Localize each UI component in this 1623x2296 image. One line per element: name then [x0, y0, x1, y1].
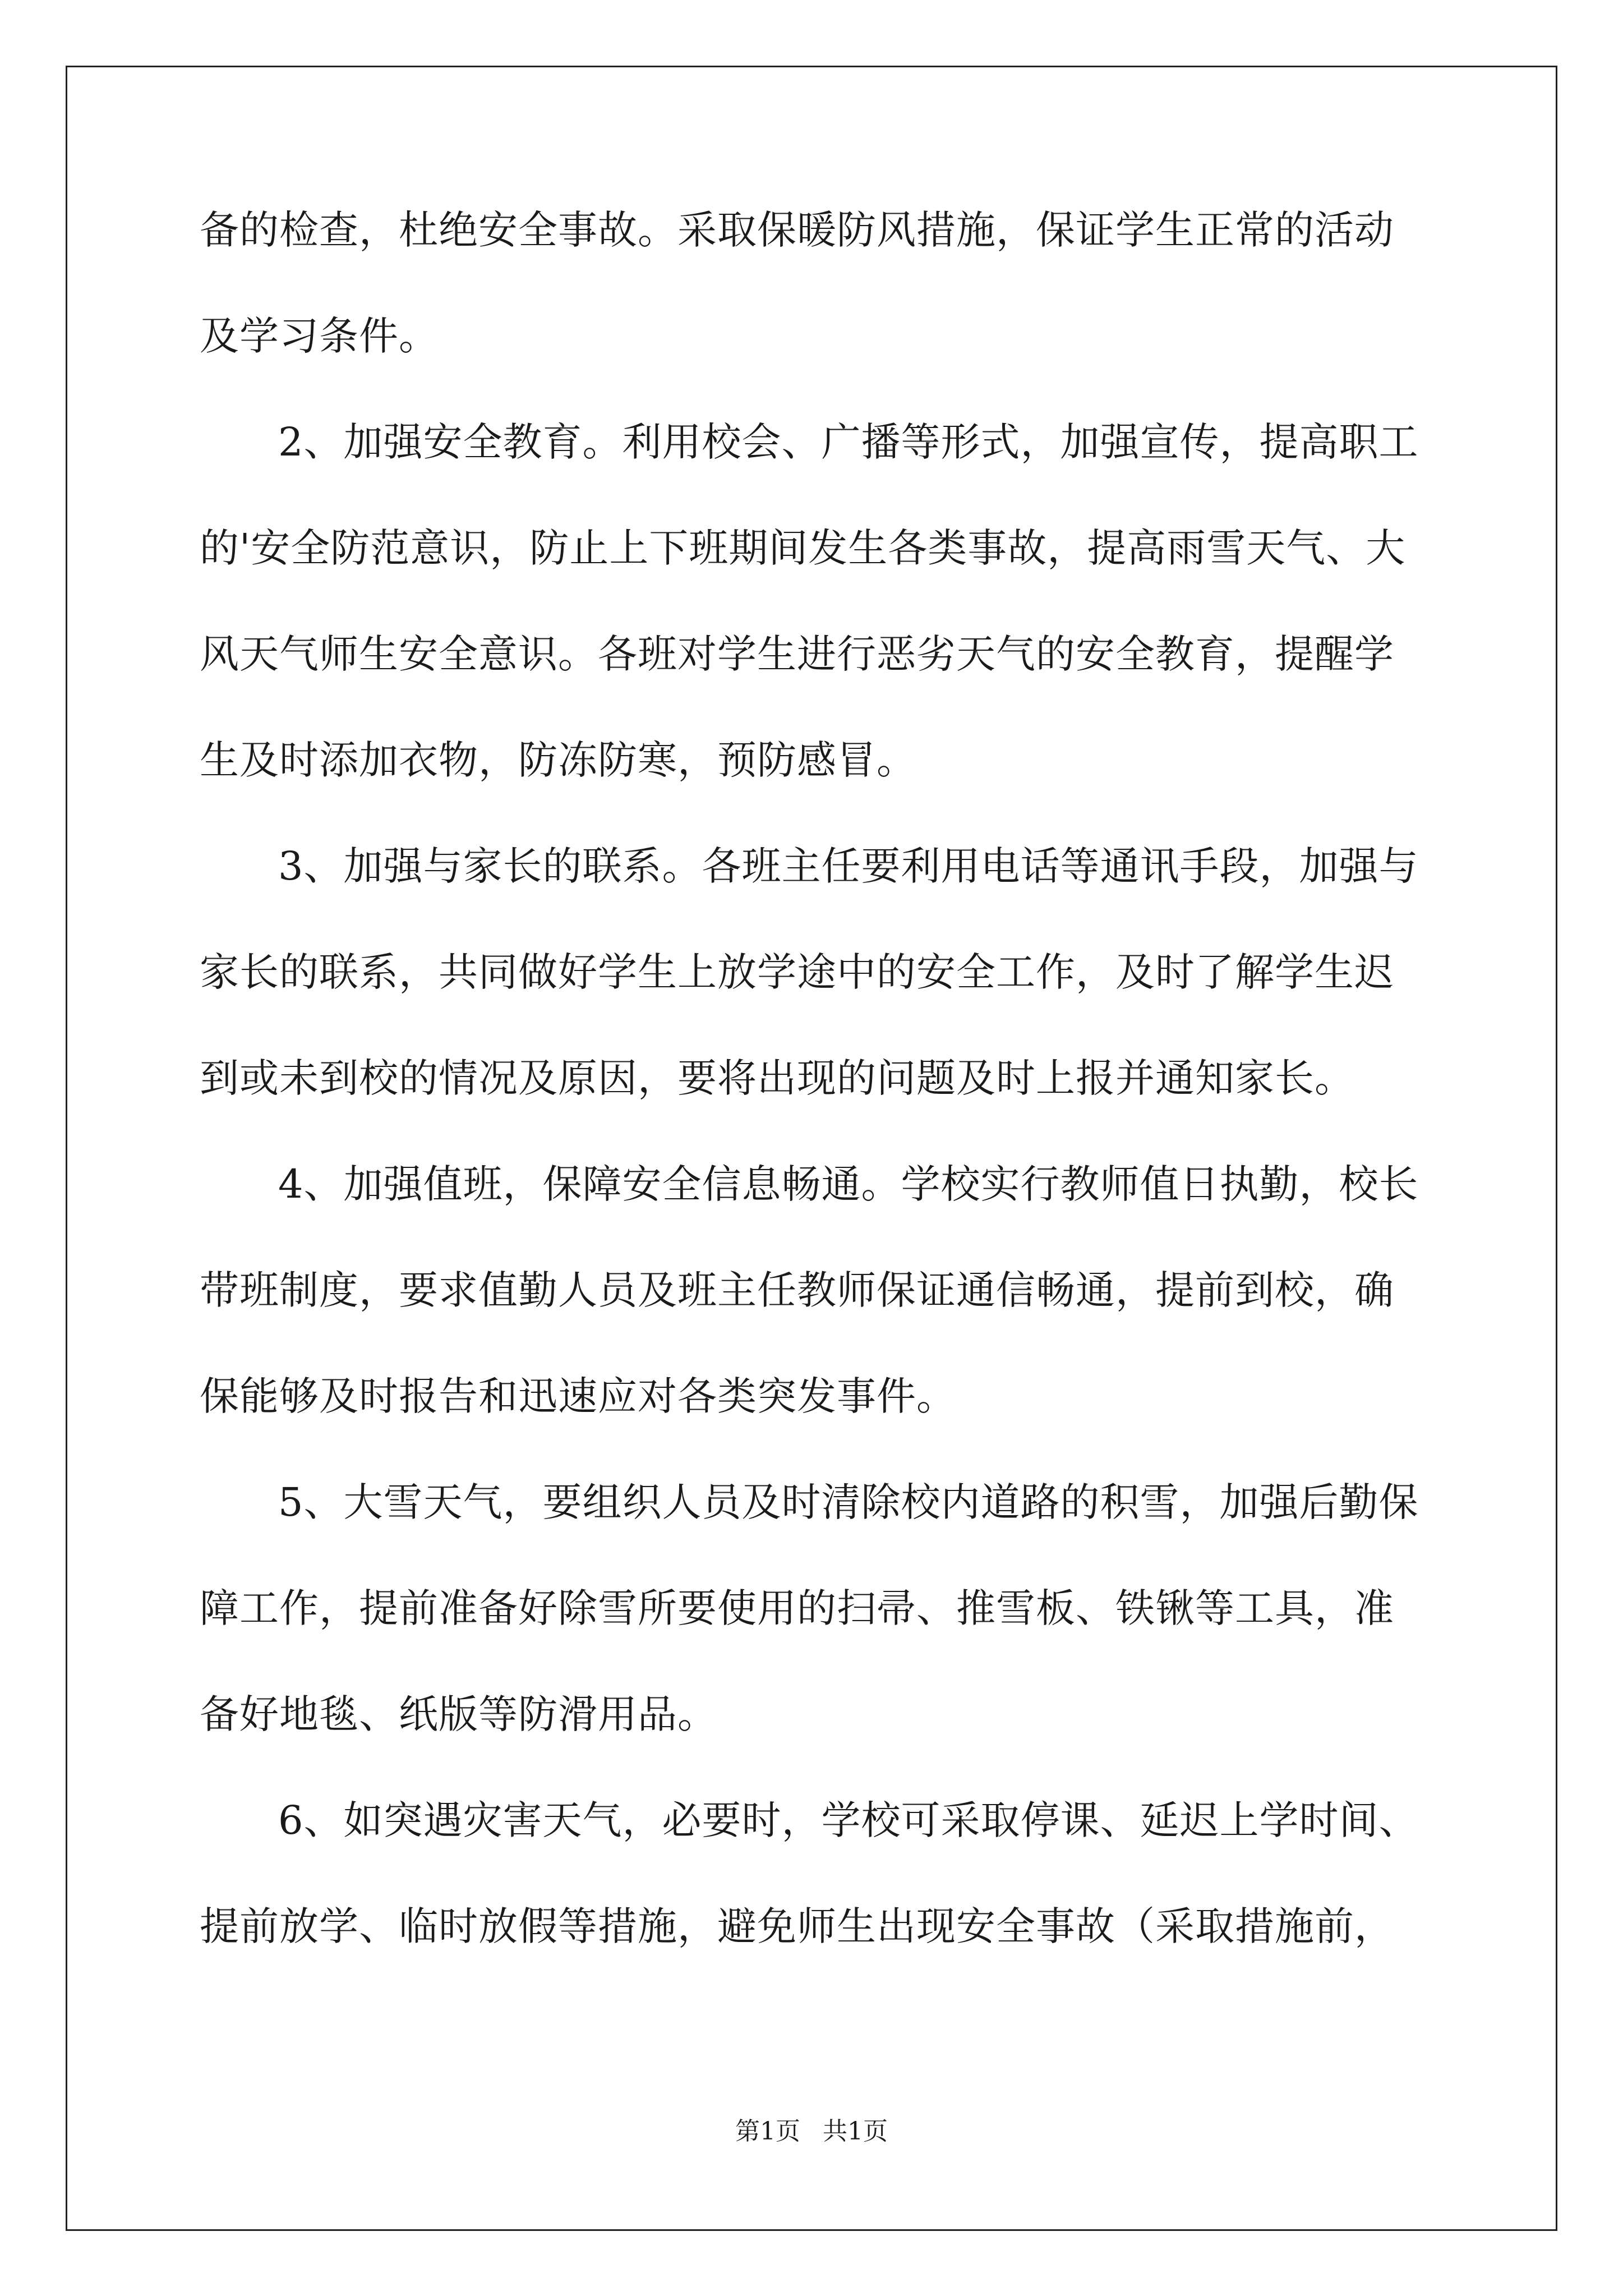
page-total: 共1页 — [823, 2117, 888, 2146]
paragraph-3-start: 3、加强与家长的联系。各班主任要利用电话等通讯手段，加强与 — [278, 843, 1419, 889]
paragraph-4-start: 4、加强值班，保障安全信息畅通。学校实行教师值日执勤，校长 — [278, 1161, 1419, 1207]
text-line: 生及时添加衣物，防冻防寒，预防感冒。 — [200, 737, 916, 783]
text-line: 家长的联系，共同做好学生上放学途中的安全工作，及时了解学生迟 — [200, 949, 1394, 995]
paragraph-2-start: 2、加强安全教育。利用校会、广播等形式，加强宣传，提高职工 — [278, 419, 1419, 465]
text-line: 带班制度，要求值勤人员及班主任教师保证通信畅通，提前到校，确 — [200, 1267, 1394, 1313]
text-line: 到或未到校的情况及原因，要将出现的问题及时上报并通知家长。 — [200, 1055, 1354, 1101]
page-footer — [0, 2115, 1623, 2148]
text-line: 保能够及时报告和迅速应对各类突发事件。 — [200, 1373, 956, 1419]
text-line: 障工作，提前准备好除雪所要使用的扫帚、推雪板、铁锹等工具，准 — [200, 1585, 1394, 1631]
text-line: 的'安全防范意识，防止上下班期间发生各类事故，提高雨雪天气、大 — [200, 525, 1406, 571]
text-line: 备的检查，杜绝安全事故。采取保暖防风措施，保证学生正常的活动 — [200, 207, 1394, 253]
paragraph-5-start: 5、大雪天气，要组织人员及时清除校内道路的积雪，加强后勤保 — [278, 1479, 1419, 1525]
text-line: 备好地毯、纸版等防滑用品。 — [200, 1691, 717, 1737]
page-number: 第1页 — [735, 2117, 800, 2146]
text-line: 及学习条件。 — [200, 313, 439, 359]
paragraph-6-start: 6、如突遇灾害天气，必要时，学校可采取停课、延迟上学时间、 — [278, 1797, 1419, 1843]
text-line: 提前放学、临时放假等措施，避免师生出现安全事故（采取措施前， — [200, 1903, 1394, 1949]
text-line: 风天气师生安全意识。各班对学生进行恶劣天气的安全教育，提醒学 — [200, 631, 1394, 677]
